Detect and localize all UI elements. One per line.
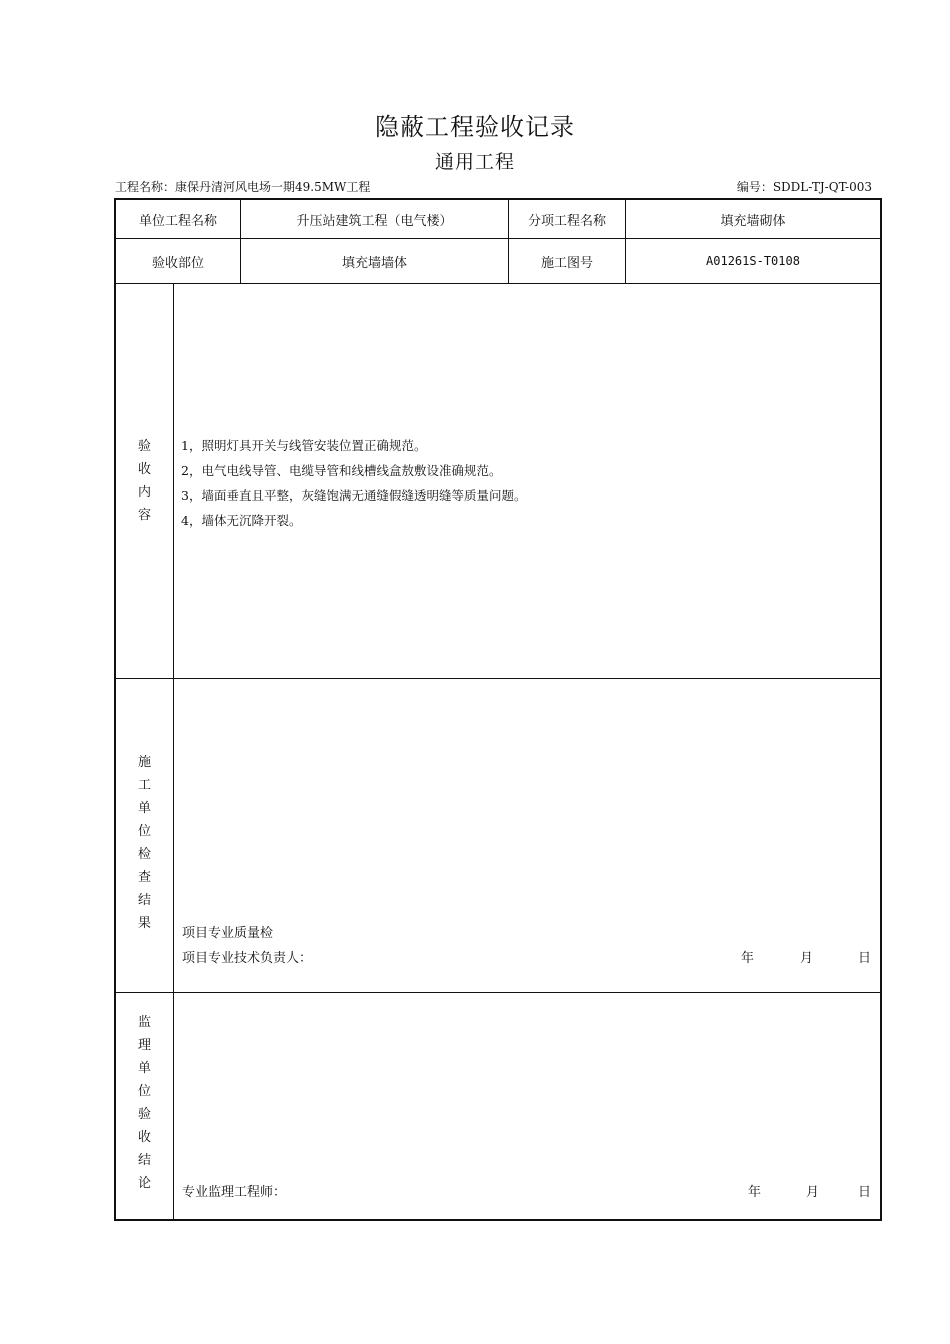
label-char: 验	[137, 1107, 151, 1122]
quality-inspector-label: 项目专业质量检	[182, 926, 274, 941]
label-char: 内	[137, 485, 151, 500]
project-name: 工程名称：康保丹清河风电场一期49.5MW工程	[115, 180, 371, 194]
label-char: 单	[137, 801, 151, 816]
document-code: 编号：SDDL-TJ-QT-003	[736, 180, 872, 194]
row-divider	[116, 678, 880, 679]
label-char: 查	[137, 870, 151, 885]
inspection-item: 4，墙体无沉降开裂。	[181, 513, 302, 528]
label-char: 收	[137, 1130, 151, 1145]
date-year: 年	[741, 951, 755, 966]
unit-project-label: 单位工程名称	[138, 213, 217, 229]
date-day: 日	[858, 951, 872, 966]
date-day: 日	[858, 1185, 872, 1200]
acceptance-form-table	[114, 198, 882, 1221]
label-char: 检	[137, 847, 151, 862]
label-char: 施	[137, 755, 151, 770]
label-char: 理	[137, 1038, 151, 1053]
label-char: 收	[137, 462, 151, 477]
date-month: 月	[800, 951, 814, 966]
label-char: 验	[137, 439, 151, 454]
inspection-item: 3，墙面垂直且平整，灰缝饱满无通缝假缝透明缝等质量问题。	[181, 488, 527, 503]
label-char: 位	[137, 824, 151, 839]
document-title: 隐蔽工程验收记录	[375, 113, 575, 141]
date-year: 年	[748, 1185, 762, 1200]
inspection-item: 1，照明灯具开关与线管安装位置正确规范。	[181, 438, 427, 453]
construction-check-label	[116, 748, 173, 938]
row-divider	[116, 992, 880, 993]
label-char: 结	[137, 1153, 151, 1168]
supervision-engineer-label: 专业监理工程师：	[182, 1185, 287, 1200]
inspection-item: 2，电气电线导管、电缆导管和线槽线盒敖敷设准确规范。	[181, 463, 502, 478]
acceptance-part-label: 验收部位	[151, 255, 204, 271]
label-char: 结	[137, 893, 151, 908]
drawing-number-label: 施工图号	[540, 255, 593, 271]
sub-project-value: 填充墙砌体	[720, 213, 786, 229]
label-char: 位	[137, 1084, 151, 1099]
row-divider	[116, 283, 880, 284]
label-char: 工	[137, 778, 151, 793]
unit-project-value: 升压站建筑工程（电气楼）	[296, 213, 453, 229]
technical-lead-label: 项目专业技术负责人：	[182, 951, 313, 966]
label-char: 果	[137, 916, 151, 931]
label-char: 容	[137, 508, 151, 523]
drawing-number-value: A01261S-T0108	[706, 254, 800, 268]
date-month: 月	[806, 1185, 820, 1200]
document-subtitle: 通用工程	[434, 151, 515, 173]
acceptance-part-value: 填充墙墙体	[341, 255, 407, 271]
label-char: 单	[137, 1061, 151, 1076]
column-divider	[173, 284, 174, 1219]
inspection-content-label	[116, 284, 173, 678]
label-char: 监	[137, 1015, 151, 1030]
label-char: 论	[137, 1176, 151, 1191]
sub-project-label: 分项工程名称	[527, 213, 606, 229]
supervision-conclusion-label	[116, 1008, 173, 1198]
